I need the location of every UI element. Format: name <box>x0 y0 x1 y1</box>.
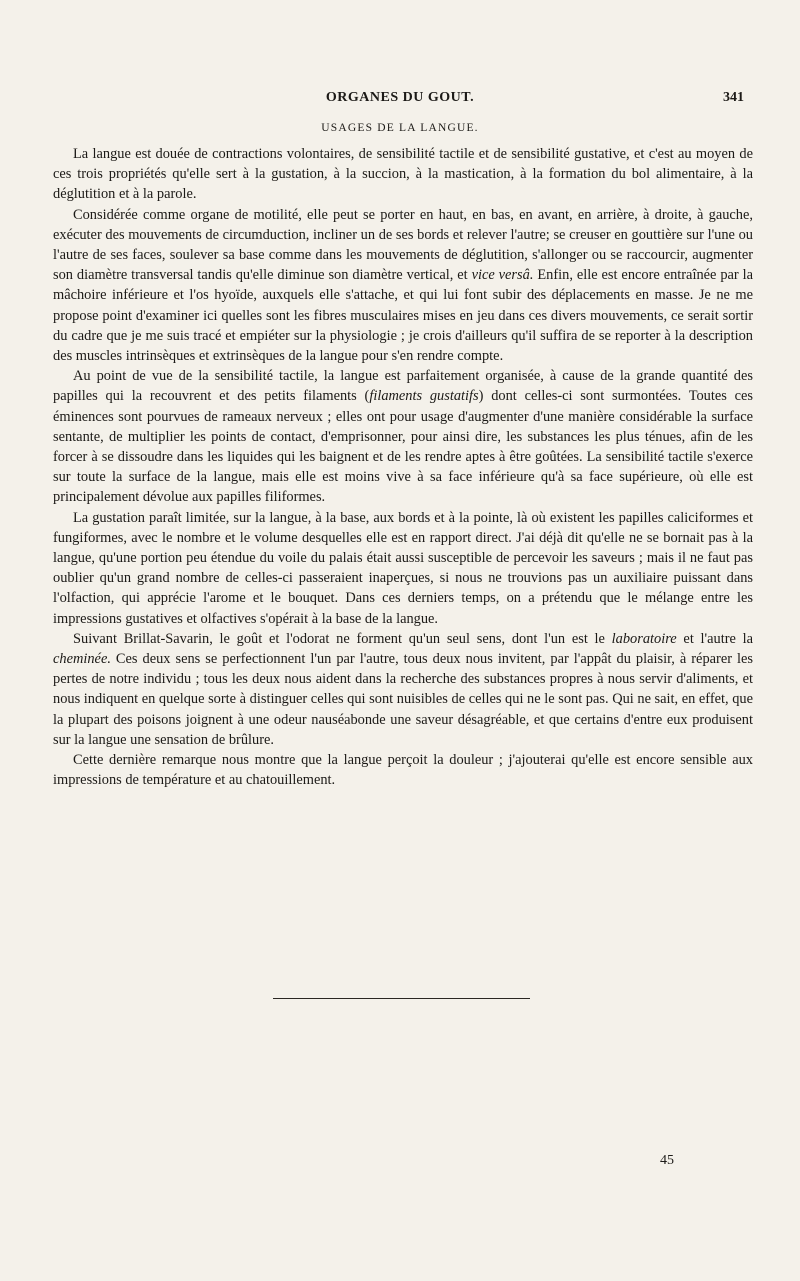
text-run: Au point de vue de la sensibilité tactile, la langue est parfaitement organisée, à cause de la grande quantité des papilles qui la recouvrent et des petits filaments ( <box>53 368 753 405</box>
section-title: USAGES DE LA LANGUE. <box>321 122 479 134</box>
text-run: Considérée comme organe de motilité, elle peut se porter en haut, en bas, en avant, en arrière, à droite, à gauche, exécuter des mouvements de circumduction, incliner un de ses bords et relever l'autre; se creuser en gouttière sur l'une ou l'autre de ses faces, soulever sa base comme dans les mouvements de déglutition, s'allonger ou se raccourcir, augmenter son diamètre transversal tandis qu'elle diminue son diamètre vertical, et <box>53 206 753 284</box>
paragraph-1 <box>53 144 753 205</box>
italic-text: vice versâ. <box>471 267 534 284</box>
page-number: 341 <box>723 90 744 105</box>
text-run: Suivant Brillat-Savarin, le goût et l'odorat ne forment qu'un seul sens, dont l'un est le <box>73 630 612 647</box>
paragraph-6 <box>53 750 753 790</box>
text-run: Ces deux sens se perfectionnent l'un par l'autre, tous deux nous invitent, par l'appât du plaisir, à réparer les pertes de notre individu ; tous les deux nous aident dans la recherche des substances propres à nous servir d'aliments, et nous indiquent en quelque sorte à distinguer celles qui sont nuisibles de celles qui ne le sont pas. Qui ne sait, en effet, que la plupart des poisons joignent à une odeur nauséabonde une saveur désagréable, et que certains d'entre eux produisent sur la langue une sensation de brûlure. <box>53 651 753 748</box>
separator-rule <box>273 998 530 999</box>
text-run: et l'autre la <box>676 630 753 647</box>
printer-signature: 45 <box>660 1153 674 1168</box>
paragraph-4 <box>53 508 753 629</box>
italic-text: filaments gustatifs <box>369 388 479 405</box>
text-run: Enfin, elle est encore entraînée par la mâchoire inférieure et l'os hyoïde, auxquels elle s'attache, et qui lui font subir des déplacements en masse. Je ne me propose point d'examiner ici quelles sont les fibres musculaires mises en jeu dans ces divers mouvements, ce serait sortir du cadre que je me suis tracé et empiéter sur la physiologie ; je crois d'ailleurs qu'il suffira de se reporter à la description des muscles intrinsèques et extrinsèques de la langue pour s'en rendre compte. <box>53 267 754 365</box>
text-run: La gustation paraît limitée, sur la langue, à la base, aux bords et à la pointe, là où existent les papilles caliciformes et fungiformes, avec le nombre et le volume desquelles elle est en rapport direct. J'ai déjà dit qu'elle ne se bornait pas à la langue, qu'une portion peu étendue du voile du palais était aussi susceptible de percevoir les saveurs ; mais il ne faut pas oublier qu'un grand nombre de celles-ci passeraient inaperçues, si nous ne trouvions pas un auxiliaire puissant dans l'olfaction, qui apprécie l'arome et le bouquet. Dans ces derniers temps, on a prétendu que le mélange entre les impressions gustatives et olfactives s'opérait à la base de la langue. <box>53 509 753 627</box>
italic-text: laboratoire <box>611 630 677 647</box>
running-title: ORGANES DU GOUT. <box>325 90 475 105</box>
text-run: La langue est douée de contractions volontaires, de sensibilité tactile et de sensibilité gustative, et c'est au moyen de ces trois propriétés qu'elle sert à la gustation, à la succion, à la mastication, à la formation du bol alimentaire, à la déglutition et à la parole. <box>53 146 753 203</box>
paragraph-2 <box>53 205 753 367</box>
text-run: ) dont celles-ci sont surmontées. Toutes ces éminences sont pourvues de rameaux nerveux ; elles ont pour usage d'augmenter d'une manière considérable la surface sentante, de multiplier les points de contact, d'emprisonner, pour ainsi dire, les substances les plus ténues, afin de les forcer à se dissoudre dans les liquides qui les baignent et de les rendre aptes à être goûtées. La sensibilité tactile s'exerce sur toute la surface de la langue, mais elle est moins vive à sa face inférieure qu'à sa face supérieure, où elle est principalement dévolue aux papilles filiformes. <box>53 388 754 506</box>
body-text <box>53 144 753 791</box>
paragraph-3 <box>53 366 753 507</box>
italic-text: cheminée. <box>53 651 111 668</box>
paragraph-5 <box>53 629 753 750</box>
running-head <box>0 88 800 112</box>
text-run: Cette dernière remarque nous montre que la langue perçoit la douleur ; j'ajouterai qu'elle est encore sensible aux impressions de température et au chatouillement. <box>53 752 753 789</box>
